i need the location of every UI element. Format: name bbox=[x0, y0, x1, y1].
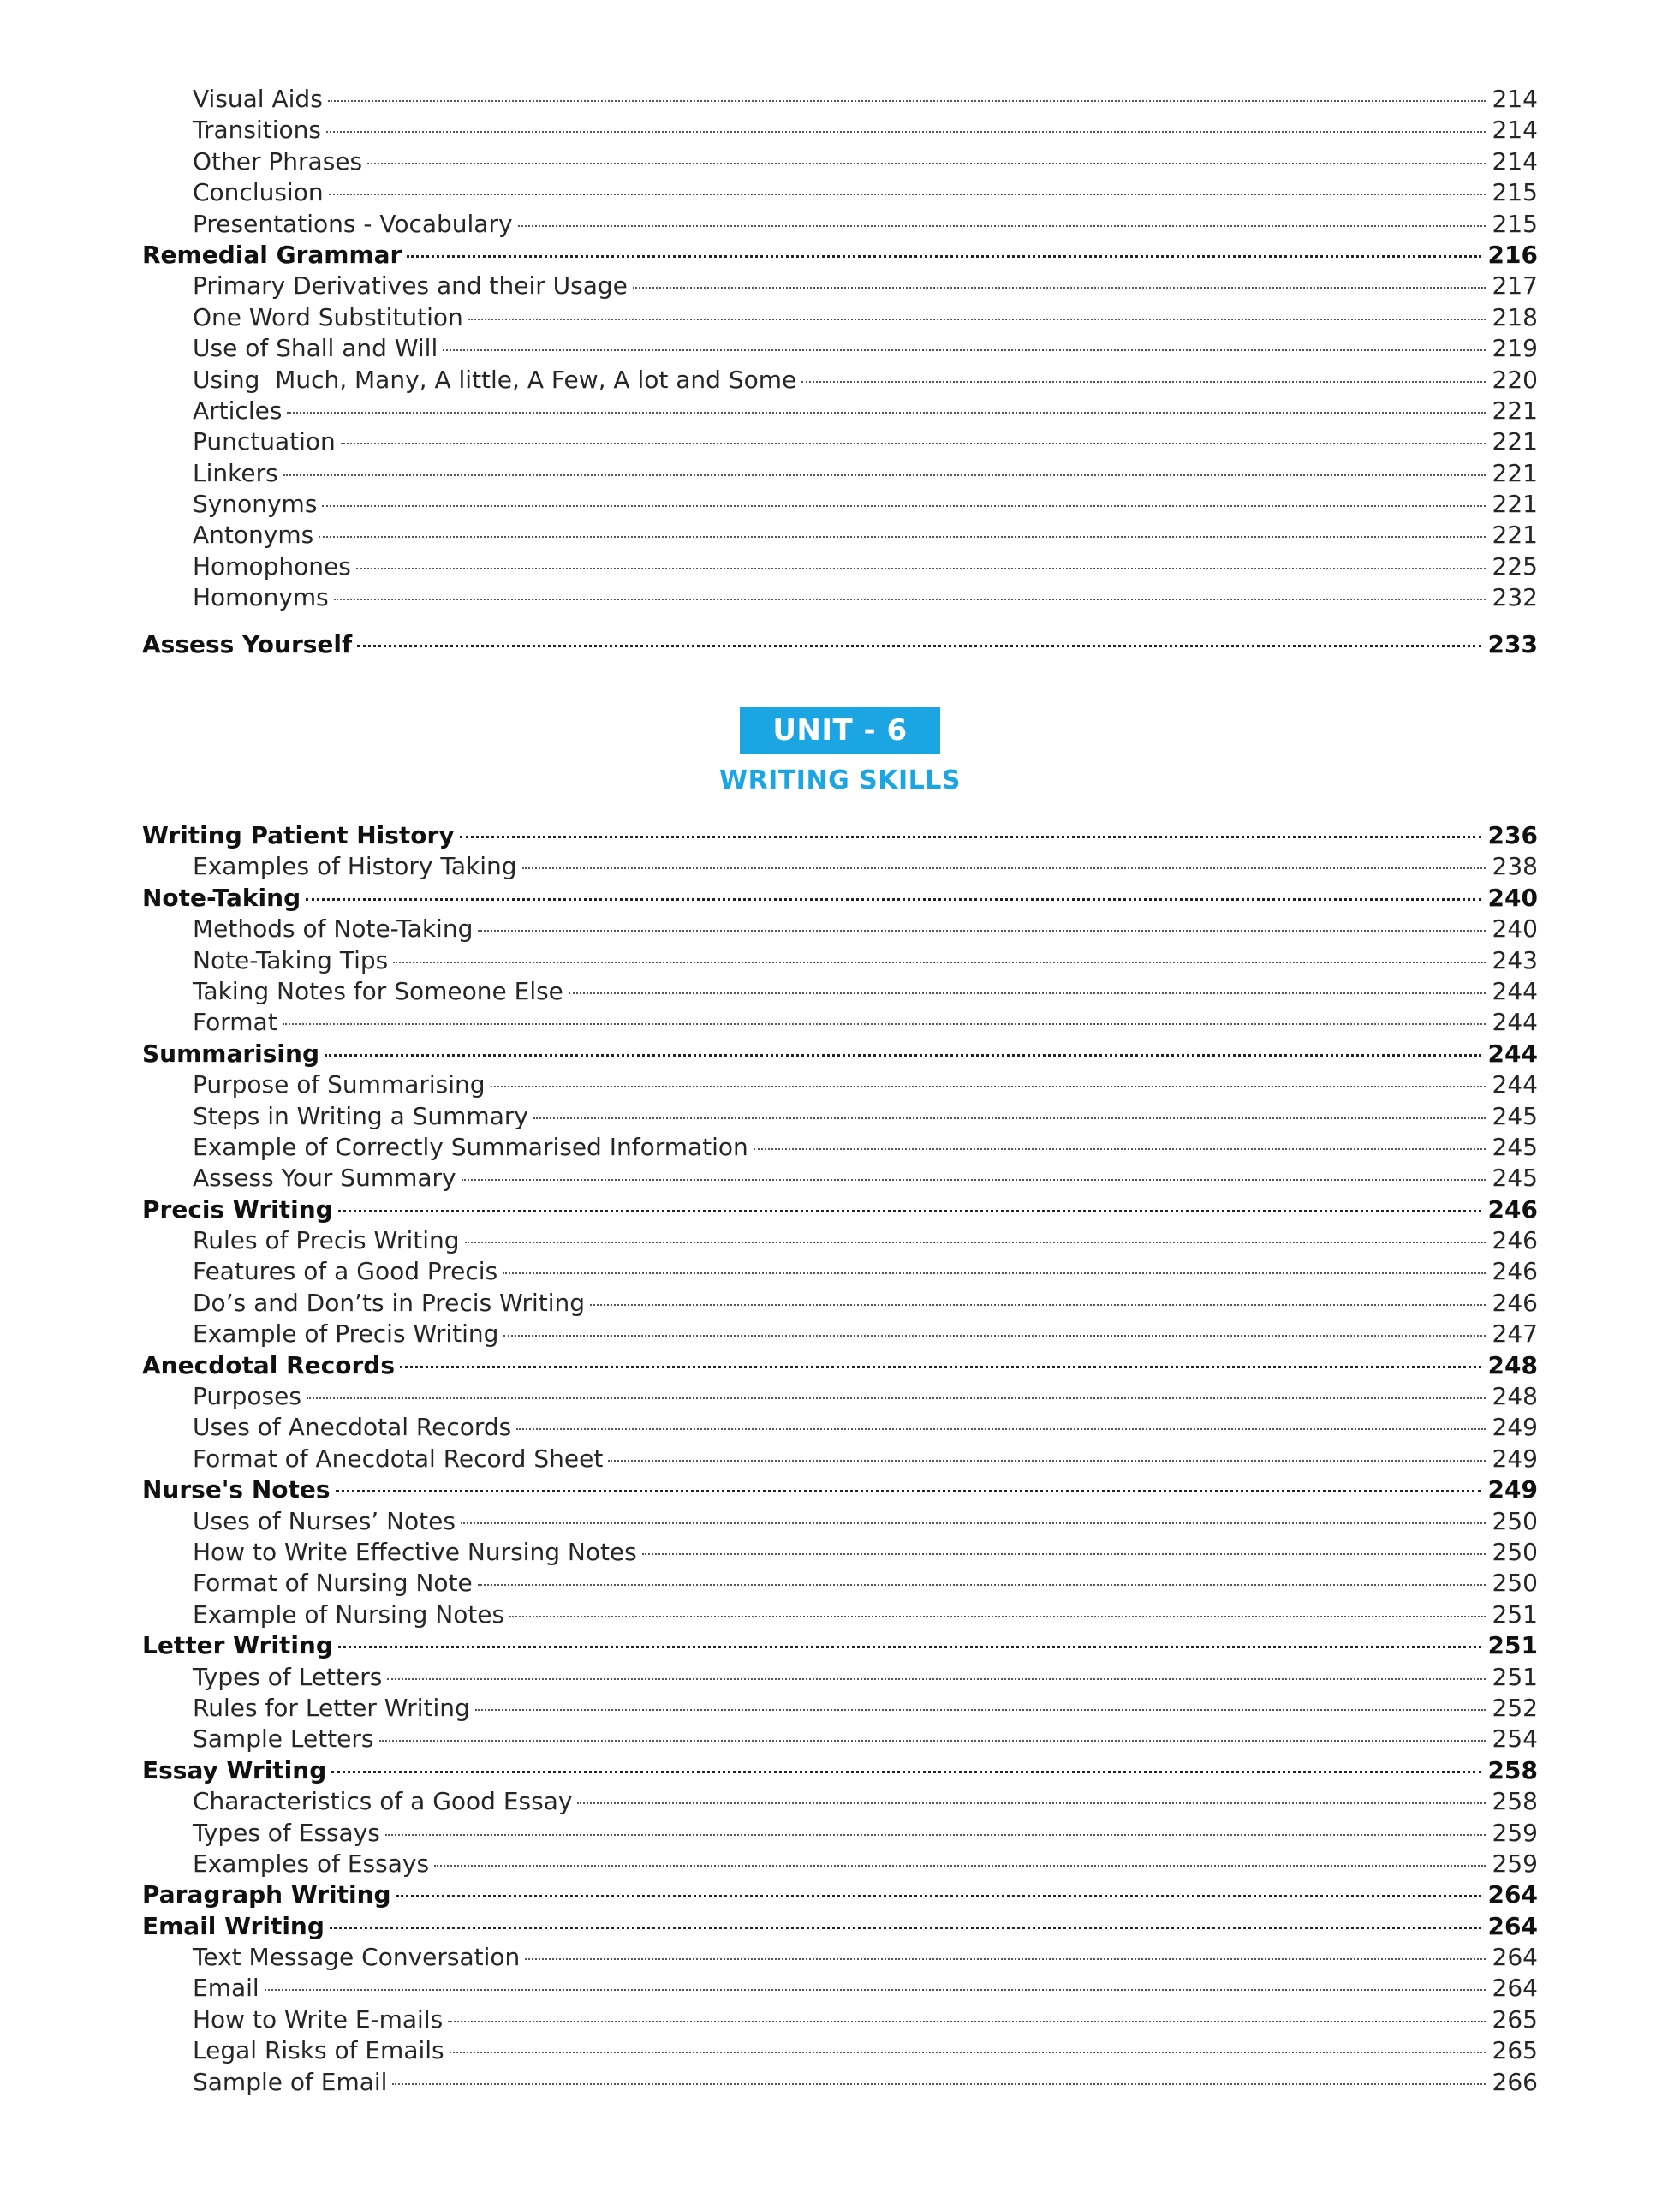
toc-page-number: 247 bbox=[1492, 1319, 1538, 1349]
toc-entry-title: Rules for Letter Writing bbox=[193, 1693, 470, 1722]
toc-entry-title: Transitions bbox=[193, 116, 321, 145]
dot-leader bbox=[400, 1366, 1481, 1368]
toc-page-number: 214 bbox=[1492, 116, 1538, 145]
toc-section-continued bbox=[142, 84, 1538, 660]
toc-subentry[interactable] bbox=[142, 396, 1538, 426]
dot-leader bbox=[331, 1771, 1480, 1773]
toc-entry-title: Essay Writing bbox=[142, 1755, 327, 1784]
dot-leader bbox=[503, 1272, 1485, 1274]
dot-leader bbox=[338, 1646, 1481, 1648]
toc-page-number: 258 bbox=[1492, 1787, 1538, 1816]
toc-entry-title: How to Write E-mails bbox=[193, 2004, 444, 2034]
toc-subentry[interactable] bbox=[142, 458, 1538, 489]
toc-subentry[interactable] bbox=[142, 426, 1538, 457]
toc-subentry[interactable] bbox=[142, 271, 1538, 301]
toc-page-number: 244 bbox=[1492, 1008, 1538, 1037]
toc-subentry[interactable] bbox=[142, 976, 1538, 1007]
toc-page-number: 243 bbox=[1492, 945, 1538, 974]
dot-leader bbox=[334, 599, 1486, 600]
toc-page-number: 246 bbox=[1492, 1288, 1538, 1317]
toc-entry-title: Anecdotal Records bbox=[142, 1350, 395, 1379]
toc-subentry[interactable] bbox=[142, 520, 1538, 551]
toc-subentry[interactable] bbox=[142, 1599, 1538, 1630]
toc-page-number: 215 bbox=[1492, 209, 1538, 238]
dot-leader bbox=[608, 1460, 1485, 1462]
toc-page-number: 266 bbox=[1492, 2067, 1538, 2096]
toc-subentry[interactable] bbox=[142, 146, 1538, 177]
toc-subentry[interactable] bbox=[142, 1444, 1538, 1474]
dot-leader bbox=[329, 194, 1486, 195]
toc-chapter-entry[interactable] bbox=[142, 240, 1538, 271]
toc-subentry[interactable] bbox=[142, 365, 1538, 396]
toc-subentry[interactable] bbox=[142, 1225, 1538, 1256]
toc-page-number: 264 bbox=[1492, 1974, 1538, 2003]
dot-leader bbox=[356, 568, 1486, 569]
toc-page-number: 244 bbox=[1487, 1039, 1538, 1068]
toc-entry-title: Uses of Nurses’ Notes bbox=[193, 1506, 456, 1535]
toc-entry-title: Example of Correctly Summarised Information bbox=[193, 1132, 748, 1161]
toc-page-number: 232 bbox=[1492, 583, 1538, 612]
toc-subentry[interactable] bbox=[142, 1007, 1538, 1038]
toc-page-number: 244 bbox=[1492, 1070, 1538, 1099]
toc-entry-title: Format of Nursing Note bbox=[193, 1569, 473, 1598]
dot-leader bbox=[407, 255, 1480, 258]
toc-chapter-entry[interactable] bbox=[142, 629, 1538, 660]
toc-entry-title: Homonyms bbox=[193, 583, 329, 612]
toc-subentry[interactable] bbox=[142, 1319, 1538, 1349]
toc-entry-title: How to Write Effective Nursing Notes bbox=[193, 1537, 637, 1566]
toc-page-number: 251 bbox=[1492, 1662, 1538, 1691]
toc-page-number: 252 bbox=[1492, 1693, 1538, 1722]
toc-page-number: 250 bbox=[1492, 1569, 1538, 1598]
toc-chapter-entry[interactable] bbox=[142, 1350, 1538, 1381]
toc-subentry[interactable] bbox=[142, 1069, 1538, 1100]
toc-entry-title: Examples of History Taking bbox=[193, 852, 517, 881]
toc-page-number: 265 bbox=[1492, 2036, 1538, 2065]
toc-chapter-entry[interactable] bbox=[142, 1039, 1538, 1069]
dot-leader bbox=[642, 1553, 1486, 1555]
toc-entry-title: Sample of Email bbox=[193, 2067, 388, 2096]
dot-leader bbox=[518, 225, 1486, 227]
toc-entry-title: Email Writing bbox=[142, 1911, 325, 1940]
dot-leader bbox=[307, 1397, 1486, 1399]
toc-page-number: 244 bbox=[1492, 976, 1538, 1005]
dot-leader bbox=[357, 645, 1480, 647]
toc-entry-title: Remedial Grammar bbox=[142, 240, 402, 269]
toc-subentry[interactable] bbox=[142, 489, 1538, 520]
toc-page-number: 249 bbox=[1487, 1475, 1538, 1504]
toc-section-writing-skills bbox=[142, 820, 1538, 2098]
dot-leader bbox=[319, 536, 1485, 538]
toc-page-number: 215 bbox=[1492, 178, 1538, 207]
dot-leader bbox=[448, 2021, 1485, 2022]
dot-leader bbox=[509, 1616, 1485, 1617]
toc-page-number: 259 bbox=[1492, 1818, 1538, 1847]
toc-entry-title: Format of Anecdotal Record Sheet bbox=[193, 1444, 604, 1473]
toc-entry-title: Types of Letters bbox=[193, 1662, 383, 1691]
toc-entry-title: Precis Writing bbox=[142, 1194, 333, 1224]
toc-page-number: 264 bbox=[1487, 1911, 1538, 1940]
toc-subentry[interactable] bbox=[142, 582, 1538, 613]
toc-subentry[interactable] bbox=[142, 1256, 1538, 1287]
toc-entry-title: Letter Writing bbox=[142, 1631, 333, 1660]
dot-leader bbox=[283, 1023, 1486, 1025]
dot-leader bbox=[569, 992, 1486, 994]
toc-subentry[interactable] bbox=[142, 1412, 1538, 1443]
dot-leader bbox=[533, 1117, 1486, 1119]
toc-page-number: 246 bbox=[1492, 1257, 1538, 1286]
toc-entry-title: Homophones bbox=[193, 551, 351, 581]
toc-entry-title: Writing Patient History bbox=[142, 821, 455, 849]
toc-page-number: 214 bbox=[1492, 85, 1538, 113]
dot-leader bbox=[503, 1335, 1485, 1337]
toc-entry-title: Examples of Essays bbox=[193, 1849, 430, 1878]
toc-subentry[interactable] bbox=[142, 2067, 1538, 2098]
toc-subentry[interactable] bbox=[142, 1288, 1538, 1319]
toc-entry-title: Visual Aids bbox=[193, 85, 323, 113]
toc-page-number: 216 bbox=[1487, 240, 1538, 269]
toc-entry-title: Note-Taking bbox=[142, 883, 301, 912]
dot-leader bbox=[475, 1709, 1486, 1711]
toc-entry-title: Presentations - Vocabulary bbox=[193, 209, 513, 238]
toc-page-number: 251 bbox=[1492, 1599, 1538, 1629]
toc-page-number: 240 bbox=[1492, 914, 1538, 944]
toc-page-number: 225 bbox=[1492, 551, 1538, 581]
toc-subentry[interactable] bbox=[142, 1724, 1538, 1754]
dot-leader bbox=[328, 100, 1486, 102]
toc-entry-title: Sample Letters bbox=[193, 1724, 374, 1754]
toc-subentry[interactable] bbox=[142, 945, 1538, 976]
dot-leader bbox=[322, 505, 1485, 507]
dot-leader bbox=[367, 163, 1485, 164]
toc-subentry[interactable] bbox=[142, 302, 1538, 333]
dot-leader bbox=[287, 412, 1485, 414]
toc-page-number: 265 bbox=[1492, 2004, 1538, 2034]
dot-leader bbox=[590, 1304, 1485, 1306]
toc-chapter-entry[interactable] bbox=[142, 1474, 1538, 1505]
toc-page-number: 250 bbox=[1492, 1537, 1538, 1566]
toc-entry-title: Assess Your Summary bbox=[193, 1164, 456, 1193]
toc-entry-title: Primary Derivatives and their Usage bbox=[193, 271, 628, 301]
toc-page-number: 219 bbox=[1492, 334, 1538, 363]
toc-subentry[interactable] bbox=[142, 914, 1538, 944]
toc-subentry[interactable] bbox=[142, 1693, 1538, 1724]
dot-leader bbox=[265, 1989, 1486, 1991]
toc-page-number: 221 bbox=[1492, 490, 1538, 519]
toc-chapter-entry[interactable] bbox=[142, 883, 1538, 914]
toc-entry-title: Articles bbox=[193, 396, 283, 425]
toc-chapter-entry[interactable] bbox=[142, 820, 1538, 851]
toc-entry-title: Punctuation bbox=[193, 427, 336, 456]
toc-entry-title: Nurse's Notes bbox=[142, 1475, 331, 1504]
toc-page-number: 218 bbox=[1492, 302, 1538, 331]
toc-entry-title: Purposes bbox=[193, 1382, 301, 1411]
toc-page-number: 258 bbox=[1487, 1755, 1538, 1784]
dot-leader bbox=[379, 1740, 1486, 1742]
toc-page-number: 248 bbox=[1487, 1350, 1538, 1379]
toc-subentry[interactable] bbox=[142, 1568, 1538, 1599]
dot-leader bbox=[392, 2083, 1485, 2085]
dot-leader bbox=[325, 1054, 1481, 1057]
dot-leader bbox=[326, 131, 1486, 133]
toc-entry-title: Do’s and Don’ts in Precis Writing bbox=[193, 1288, 586, 1317]
toc-subentry[interactable] bbox=[142, 1506, 1538, 1537]
toc-subentry[interactable] bbox=[142, 1942, 1538, 1973]
toc-entry-title: Example of Nursing Notes bbox=[193, 1599, 505, 1629]
toc-page-number: 236 bbox=[1487, 821, 1538, 849]
toc-page-number: 249 bbox=[1492, 1444, 1538, 1473]
dot-leader bbox=[338, 1210, 1481, 1212]
dot-leader bbox=[330, 1927, 1481, 1929]
toc-entry-title: Antonyms bbox=[193, 521, 314, 550]
toc-subentry[interactable] bbox=[142, 1381, 1538, 1412]
unit-badge: UNIT - 6 bbox=[740, 707, 939, 754]
toc-page-number: 264 bbox=[1492, 1943, 1538, 1972]
toc-entry-title: Features of a Good Precis bbox=[193, 1257, 498, 1286]
toc-page-number: 251 bbox=[1487, 1631, 1538, 1660]
dot-leader bbox=[633, 287, 1486, 289]
toc-entry-title: Legal Risks of Emails bbox=[193, 2036, 444, 2065]
dot-leader bbox=[468, 319, 1486, 320]
toc-subentry[interactable] bbox=[142, 551, 1538, 582]
dot-leader bbox=[306, 898, 1480, 901]
toc-entry-title: Email bbox=[193, 1974, 259, 2003]
toc-subentry[interactable] bbox=[142, 333, 1538, 364]
toc-page-number: 259 bbox=[1492, 1849, 1538, 1878]
toc-entry-title: Conclusion bbox=[193, 178, 324, 207]
toc-page-number: 233 bbox=[1487, 629, 1538, 658]
toc-entry-title: Format bbox=[193, 1008, 277, 1037]
toc-subentry[interactable] bbox=[142, 1849, 1538, 1879]
toc-subentry[interactable] bbox=[142, 851, 1538, 882]
dot-leader bbox=[522, 867, 1486, 869]
toc-subentry[interactable] bbox=[142, 2035, 1538, 2066]
toc-entry-title: Note-Taking Tips bbox=[193, 945, 389, 974]
toc-subentry[interactable] bbox=[142, 1101, 1538, 1132]
dot-leader bbox=[460, 836, 1481, 838]
toc-subentry[interactable] bbox=[142, 1662, 1538, 1693]
dot-leader bbox=[525, 1958, 1485, 1960]
toc-entry-title: Linkers bbox=[193, 458, 278, 487]
toc-entry-title: Uses of Anecdotal Records bbox=[193, 1413, 512, 1442]
toc-entry-title: Characteristics of a Good Essay bbox=[193, 1787, 573, 1816]
dot-leader bbox=[461, 1522, 1486, 1524]
dot-leader bbox=[385, 1834, 1486, 1836]
dot-leader bbox=[577, 1802, 1485, 1804]
toc-entry-title: Other Phrases bbox=[193, 146, 363, 176]
unit-subtitle: WRITING SKILLS bbox=[718, 765, 961, 795]
toc-subentry[interactable] bbox=[142, 1973, 1538, 2004]
toc-page-number: 238 bbox=[1492, 852, 1538, 881]
unit-header bbox=[0, 707, 1680, 795]
toc-subentry[interactable] bbox=[142, 209, 1538, 240]
toc-entry-title: Purpose of Summarising bbox=[193, 1070, 486, 1099]
toc-chapter-entry[interactable] bbox=[142, 1755, 1538, 1786]
toc-subentry[interactable] bbox=[142, 177, 1538, 208]
toc-page-number: 249 bbox=[1492, 1413, 1538, 1442]
dot-leader bbox=[754, 1148, 1486, 1150]
toc-entry-title: Methods of Note-Taking bbox=[193, 914, 474, 944]
dot-leader bbox=[341, 443, 1486, 444]
toc-entry-title: Taking Notes for Someone Else bbox=[193, 976, 563, 1005]
toc-page-number: 220 bbox=[1492, 365, 1538, 394]
toc-page-number: 246 bbox=[1492, 1226, 1538, 1255]
dot-leader bbox=[462, 1179, 1486, 1181]
toc-chapter-entry[interactable] bbox=[142, 1911, 1538, 1942]
toc-page-number: 250 bbox=[1492, 1506, 1538, 1535]
toc-chapter-entry[interactable] bbox=[142, 1630, 1538, 1661]
toc-page-number: 240 bbox=[1487, 883, 1538, 912]
toc-subentry[interactable] bbox=[142, 115, 1538, 146]
toc-entry-title: Paragraph Writing bbox=[142, 1880, 391, 1909]
toc-page-number: 248 bbox=[1492, 1382, 1538, 1411]
toc-subentry[interactable] bbox=[142, 1163, 1538, 1194]
dot-leader bbox=[434, 1865, 1486, 1867]
dot-leader bbox=[393, 962, 1485, 963]
toc-page-number: 217 bbox=[1492, 271, 1538, 301]
toc-page-number: 264 bbox=[1487, 1880, 1538, 1909]
toc-subentry[interactable] bbox=[142, 84, 1538, 115]
toc-page-number: 245 bbox=[1492, 1101, 1538, 1130]
toc-subentry[interactable] bbox=[142, 1132, 1538, 1163]
dot-leader bbox=[450, 2052, 1486, 2053]
toc-entry-title: Types of Essays bbox=[193, 1818, 380, 1847]
toc-chapter-entry[interactable] bbox=[142, 1194, 1538, 1225]
toc-subentry[interactable] bbox=[142, 2004, 1538, 2035]
toc-entry-title: Steps in Writing a Summary bbox=[193, 1101, 528, 1130]
dot-leader bbox=[283, 474, 1486, 476]
toc-page-number: 254 bbox=[1492, 1724, 1538, 1754]
toc-subentry[interactable] bbox=[142, 1818, 1538, 1849]
toc-entry-title: Using Much, Many, A little, A Few, A lot and Some bbox=[193, 365, 797, 394]
toc-entry-title: Example of Precis Writing bbox=[193, 1319, 499, 1349]
dot-leader bbox=[478, 930, 1485, 932]
toc-entry-title: Synonyms bbox=[193, 490, 318, 519]
toc-page-number: 214 bbox=[1492, 146, 1538, 176]
dot-leader bbox=[801, 381, 1485, 383]
toc-page-number: 245 bbox=[1492, 1132, 1538, 1161]
toc-entry-title: Assess Yourself bbox=[142, 629, 353, 658]
dot-leader bbox=[516, 1428, 1485, 1430]
toc-subentry[interactable] bbox=[142, 1786, 1538, 1817]
toc-page-number: 221 bbox=[1492, 458, 1538, 487]
dot-leader bbox=[336, 1490, 1481, 1492]
toc-entry-title: Rules of Precis Writing bbox=[193, 1226, 460, 1255]
toc-chapter-entry[interactable] bbox=[142, 1879, 1538, 1910]
dot-leader bbox=[478, 1584, 1486, 1586]
toc-subentry[interactable] bbox=[142, 1537, 1538, 1568]
dot-leader bbox=[491, 1086, 1486, 1087]
toc-entry-title: One Word Substitution bbox=[193, 302, 463, 331]
toc-page-number: 221 bbox=[1492, 521, 1538, 550]
toc-page-number: 221 bbox=[1492, 396, 1538, 425]
toc-entry-title: Text Message Conversation bbox=[193, 1943, 521, 1972]
dot-leader bbox=[465, 1242, 1486, 1243]
toc-entry-title: Use of Shall and Will bbox=[193, 334, 438, 363]
dot-leader bbox=[387, 1678, 1485, 1680]
toc-page-number: 245 bbox=[1492, 1164, 1538, 1193]
toc-page-number: 221 bbox=[1492, 427, 1538, 456]
dot-leader bbox=[443, 349, 1485, 351]
toc-page-number: 246 bbox=[1487, 1194, 1538, 1224]
dot-leader bbox=[396, 1895, 1481, 1897]
toc-entry-title: Summarising bbox=[142, 1039, 319, 1068]
